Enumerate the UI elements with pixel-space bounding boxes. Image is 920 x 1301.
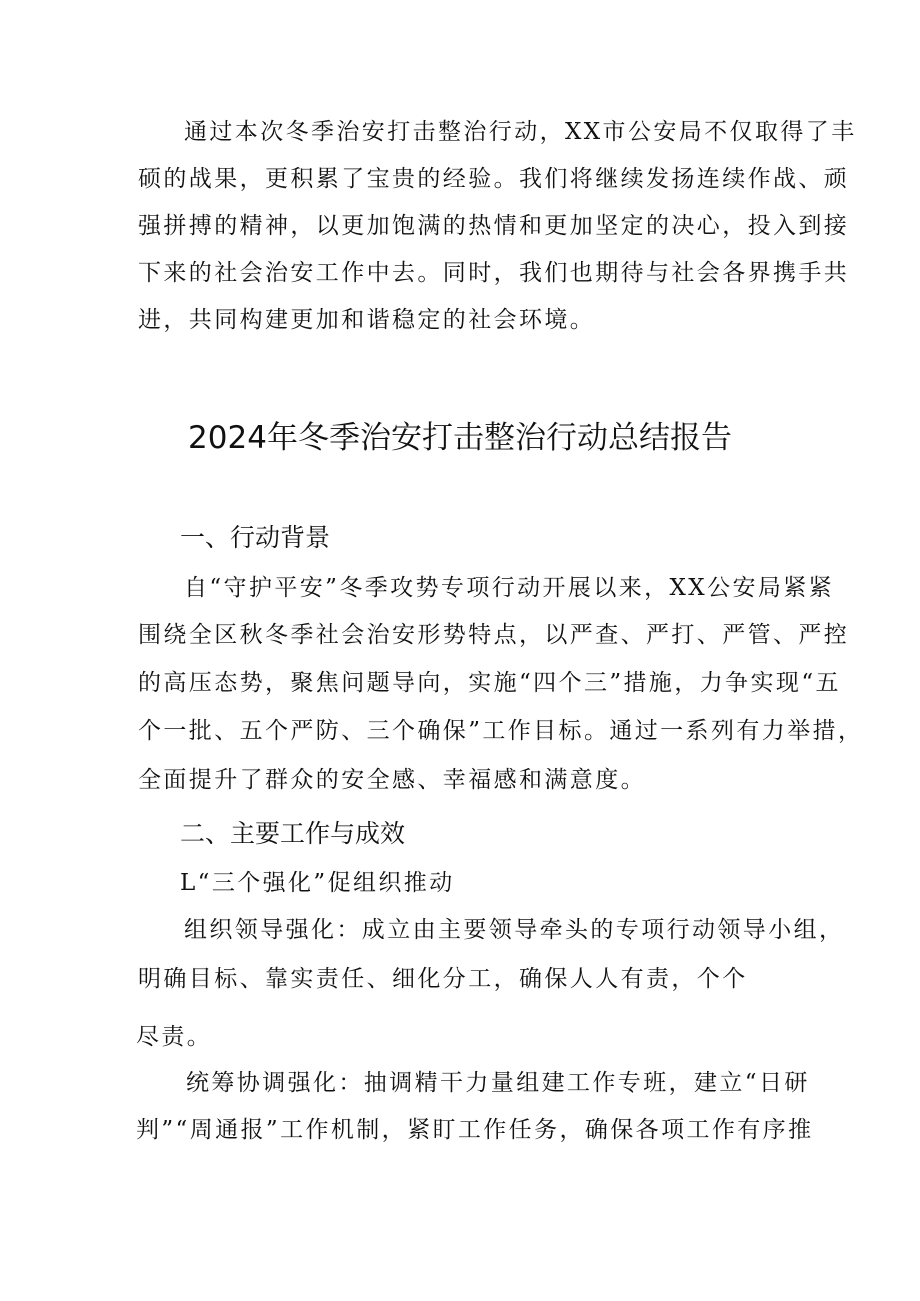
intro-line-3: 强拼搏的精神，以更加饱满的热情和更加坚定的决心，投入到接 <box>138 213 850 239</box>
intro-line-2: 硕的战果，更积累了宝贵的经验。我们将继续发扬连续作战、顽 <box>138 166 850 192</box>
section-2-para-2-line-2: 判”“周通报”工作机制，紧盯工作任务，确保各项工作有序推 <box>136 1117 814 1143</box>
section-2-para-2-line-1: 统筹协调强化：抽调精干力量组建工作专班，建立“日研 <box>186 1070 810 1096</box>
intro-line-1: 通过本次冬季治安打击整治行动，XX市公安局不仅取得了丰 <box>184 119 857 145</box>
section-1-line-1: 自“守护平安”冬季攻势专项行动开展以来，XX公安局紧紧 <box>184 575 835 601</box>
report-title: 2024年冬季治安打击整治行动总结报告 <box>188 420 732 456</box>
intro-line-4: 下来的社会治安工作中去。同时，我们也期待与社会各界携手共 <box>138 260 850 286</box>
section-1-line-4: 个一批、五个严防、三个确保”工作目标。通过一系列有力举措， <box>138 718 864 744</box>
section-2-subheading: L“三个强化”促组织推动 <box>180 870 455 896</box>
section-2-heading: 二、主要工作与成效 <box>180 819 406 848</box>
section-1-line-3: 的高压态势，聚焦问题导向，实施“四个三”措施，力争实现“五 <box>138 670 841 696</box>
section-1-line-5: 全面提升了群众的安全感、幸福感和满意度。 <box>138 767 646 793</box>
section-1-heading: 一、行动背景 <box>180 523 331 552</box>
section-2-para-1-line-2: 明确目标、靠实责任、细化分工，确保人人有责，个个 <box>138 966 748 992</box>
intro-line-5: 进，共同构建更加和谐稳定的社会环境。 <box>138 307 596 333</box>
section-2-para-1-line-3: 尽责。 <box>136 1024 213 1050</box>
section-2-para-1-line-1: 组织领导强化：成立由主要领导牵头的专项行动领导小组， <box>184 917 845 943</box>
section-1-line-2: 围绕全区秋冬季社会治安形势特点，以严查、严打、严管、严控 <box>138 622 850 648</box>
